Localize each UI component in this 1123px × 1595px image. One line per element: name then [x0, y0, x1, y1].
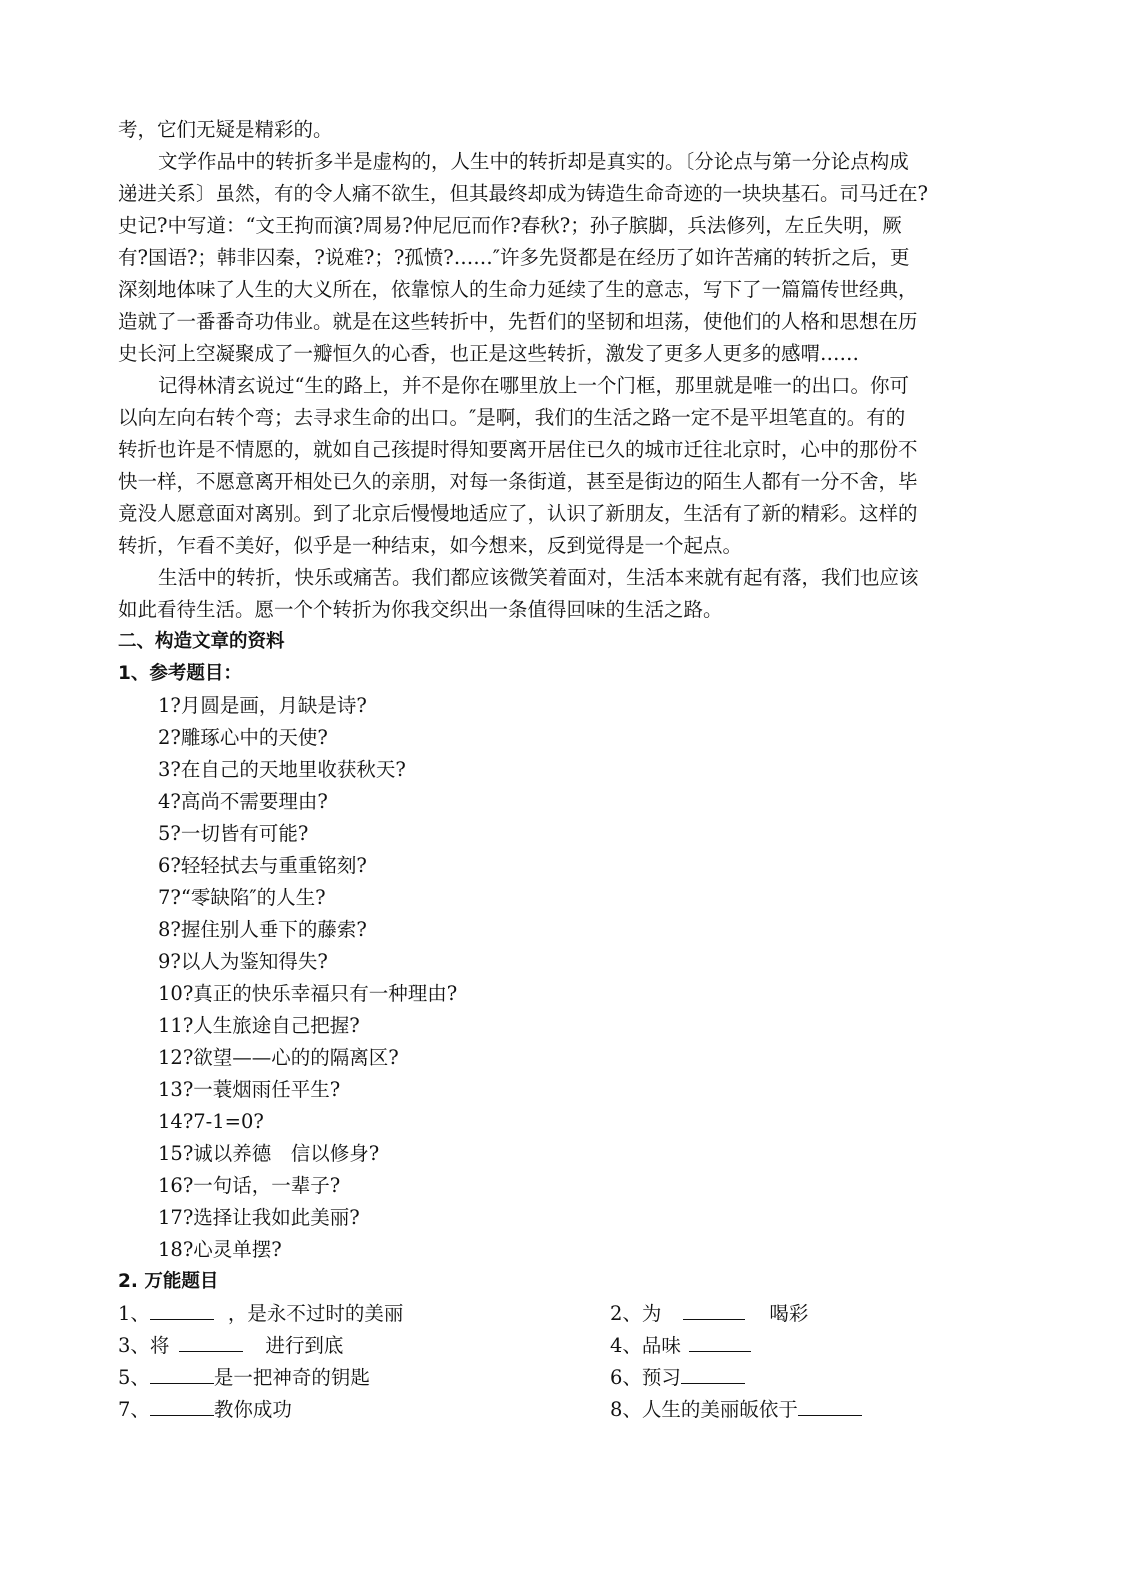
subsection-heading: 2. 万能题目	[118, 1271, 219, 1292]
text-line: 如此看待生活。愿一个个转折为你我交织出一条值得回味的生活之路。	[118, 598, 723, 621]
text-line: 有?国语?；韩非囚秦，?说难?；?孤愤?……″许多先贤都是在经历了如许苦痛的转折之后，更	[118, 246, 910, 269]
text-line: 以向左向右转个弯；去寻求生命的出口。″是啊，我们的生活之路一定不是平坦笔直的。有的	[118, 406, 906, 429]
article-body	[118, 114, 992, 1298]
topic-item: 12?欲望——心的的隔离区?	[158, 1046, 399, 1069]
text-line: 造就了一番番奇功伟业。就是在这些转折中，先哲们的坚韧和坦荡，使他们的人格和思想在历	[118, 310, 918, 333]
universal-row	[118, 1330, 992, 1362]
topic-item: 17?选择让我如此美丽?	[158, 1206, 360, 1229]
item-prefix: 4、品味	[610, 1334, 681, 1357]
universal-item-2	[610, 1298, 808, 1330]
topic-item: 16?一句话，一辈子?	[158, 1174, 341, 1197]
item-prefix: 5、	[118, 1366, 150, 1389]
topic-item: 3?在自己的天地里收获秋天?	[158, 758, 406, 781]
item-suffix: 是一把神奇的钥匙	[213, 1366, 370, 1389]
text-line: 快一样，不愿意离开相处已久的亲朋，对每一条街道，甚至是街边的陌生人都有一分不舍，毕	[118, 470, 918, 493]
fill-blank	[150, 1395, 214, 1416]
topic-item: 14?7-1=0?	[158, 1110, 264, 1133]
fill-blank	[150, 1299, 214, 1320]
section-heading: 二、构造文章的资料	[118, 631, 285, 652]
text-line: 文学作品中的转折多半是虚构的，人生中的转折却是真实的。〔分论点与第一分论点构成	[158, 150, 909, 173]
universal-item-6	[610, 1362, 745, 1394]
item-prefix: 7、	[118, 1398, 150, 1421]
topic-item: 4?高尚不需要理由?	[158, 790, 328, 813]
item-prefix: 8、人生的美丽皈依于	[610, 1398, 798, 1421]
universal-row	[118, 1298, 992, 1330]
text-line: 考，它们无疑是精彩的。	[118, 118, 333, 141]
universal-titles	[118, 1298, 992, 1426]
topic-item: 11?人生旅途自己把握?	[158, 1014, 360, 1037]
item-prefix: 6、预习	[610, 1366, 681, 1389]
universal-item-3	[118, 1330, 343, 1362]
text-line: 史记?中写道：“文王拘而演?周易?仲尼厄而作?春秋?；孙子膑脚，兵法修列，左丘失明，厥	[118, 214, 902, 237]
fill-blank	[798, 1395, 862, 1416]
fill-blank	[689, 1331, 751, 1352]
subsection-heading: 1、参考题目：	[118, 663, 242, 684]
text-line: 转折，乍看不美好，似乎是一种结束，如今想来，反到觉得是一个起点。	[118, 534, 743, 557]
universal-item-7	[118, 1394, 292, 1426]
fill-blank	[150, 1363, 214, 1384]
topic-item: 8?握住别人垂下的藤索?	[158, 918, 367, 941]
topic-item: 2?雕琢心中的天使?	[158, 726, 328, 749]
text-line: 史长河上空凝聚成了一瓣恒久的心香，也正是这些转折，激发了更多人更多的感喟……	[118, 342, 860, 365]
topic-item: 7?“零缺陷″的人生?	[158, 886, 326, 909]
item-prefix: 3、将	[118, 1334, 170, 1357]
topic-item: 18?心灵单摆?	[158, 1238, 282, 1261]
item-suffix: ，是永不过时的美丽	[227, 1302, 404, 1325]
universal-item-5	[118, 1362, 370, 1394]
text-line: 生活中的转折，快乐或痛苦。我们都应该微笑着面对，生活本来就有起有落，我们也应该	[158, 566, 919, 589]
universal-row	[118, 1362, 992, 1394]
universal-item-8	[610, 1394, 862, 1426]
topic-item: 10?真正的快乐幸福只有一种理由?	[158, 982, 458, 1005]
universal-item-1	[118, 1298, 403, 1330]
universal-row	[118, 1394, 992, 1426]
item-suffix: 教你成功	[213, 1398, 292, 1421]
topic-item: 9?以人为鉴知得失?	[158, 950, 328, 973]
topic-item: 13?一蓑烟雨任平生?	[158, 1078, 341, 1101]
text-line: 递进关系〕虽然，有的令人痛不欲生，但其最终却成为铸造生命奇迹的一块块基石。司马迁在?	[118, 182, 928, 205]
topic-item: 1?月圆是画，月缺是诗?	[158, 694, 367, 717]
topic-item: 15?诚以养德 信以修身?	[158, 1142, 380, 1165]
universal-item-4	[610, 1330, 751, 1362]
item-prefix: 1、	[118, 1302, 150, 1325]
item-suffix: 进行到底	[265, 1334, 344, 1357]
fill-blank	[179, 1331, 243, 1352]
item-prefix: 2、为	[610, 1302, 662, 1325]
text-line: 深刻地体味了人生的大义所在，依靠惊人的生命力延续了生的意志，写下了一篇篇传世经典，	[118, 278, 918, 301]
text-line: 竟没人愿意面对离别。到了北京后慢慢地适应了，认识了新朋友，生活有了新的精彩。这样的	[118, 502, 918, 525]
text-line: 记得林清玄说过“生的路上，并不是你在哪里放上一个门框，那里就是唯一的出口。你可	[158, 374, 909, 397]
item-suffix: 喝彩	[769, 1302, 809, 1325]
fill-blank	[681, 1363, 745, 1384]
topic-item: 5?一切皆有可能?	[158, 822, 309, 845]
text-line: 转折也许是不情愿的，就如自己孩提时得知要离开居住已久的城市迁往北京时，心中的那份不	[118, 438, 918, 461]
fill-blank	[683, 1299, 745, 1320]
topic-item: 6?轻轻拭去与重重铭刻?	[158, 854, 367, 877]
